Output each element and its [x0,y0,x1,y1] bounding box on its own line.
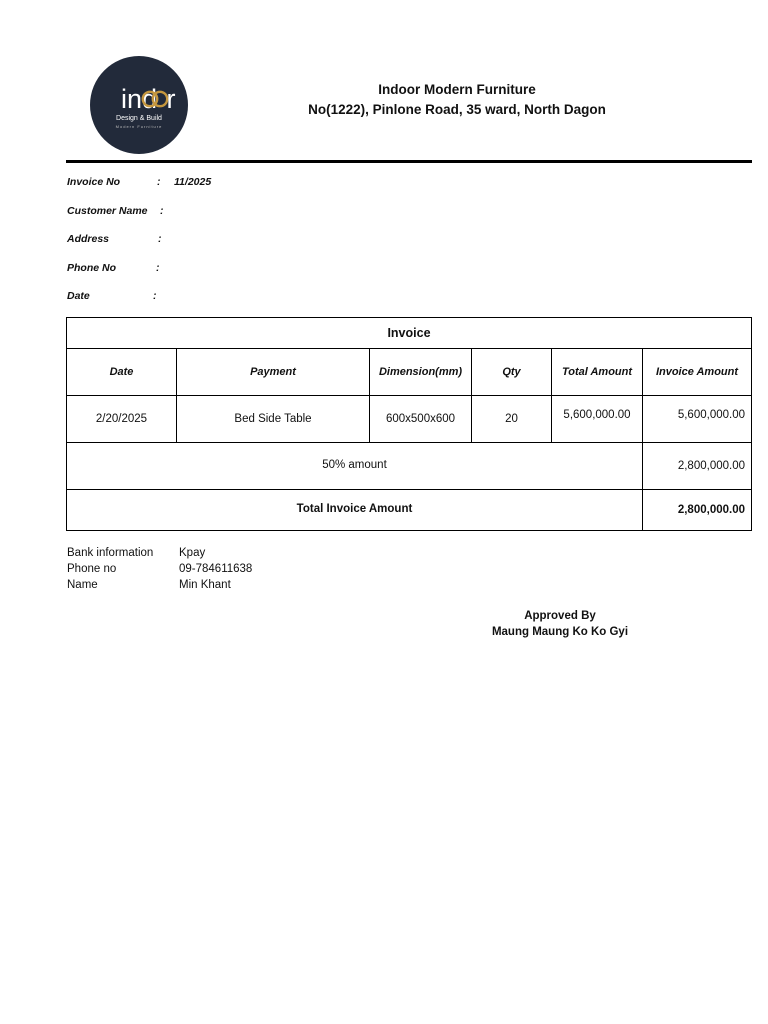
bank-phone-label: Phone no [67,563,117,575]
row-payment: Bed Side Table [176,395,370,443]
customer-name-label: Customer Name [67,205,148,217]
address-colon: : [158,233,162,245]
row-total-amount: 5,600,000.00 [551,395,643,443]
col-header-dimension: Dimension(mm) [369,348,472,396]
partial-amount-value: 2,800,000.00 [642,442,752,490]
row-date: 2/20/2025 [66,395,177,443]
company-logo [90,56,188,154]
col-header-payment: Payment [176,348,370,396]
bank-phone-value: 09-784611638 [179,563,253,575]
col-header-total-amount: Total Amount [551,348,643,396]
col-header-invoice-amount: Invoice Amount [642,348,752,396]
invoice-no-value: 11/2025 [174,176,212,188]
svg-text:Design & Build: Design & Build [116,115,162,122]
partial-amount-label: 50% amount [66,442,643,490]
bank-name-value: Min Khant [179,579,231,591]
svg-text:Modern Furniture: Modern Furniture [115,124,163,129]
row-qty: 20 [471,395,552,443]
col-header-date: Date [66,348,177,396]
approved-by-label: Approved By [524,610,596,622]
invoice-no-label: Invoice No [67,176,121,188]
approver-name: Maung Maung Ko Ko Gyi [491,626,629,638]
phone-no-label: Phone No [67,262,116,274]
invoice-table-title: Invoice [66,317,752,349]
phone-no-colon: : [156,262,160,274]
date-label: Date [67,290,90,302]
svg-text:ind: ind [120,84,158,114]
header-divider [66,160,752,163]
total-invoice-value: 2,800,000.00 [642,489,752,531]
bank-info-value: Kpay [179,547,206,559]
company-name: Indoor Modern Furniture [378,82,536,97]
address-label: Address [67,233,110,245]
col-header-qty: Qty [471,348,552,396]
row-dimension: 600x500x600 [369,395,472,443]
company-address: No(1222), Pinlone Road, 35 ward, North Dagon [308,102,606,117]
bank-info-label: Bank information [67,547,154,559]
invoice-no-colon: : [157,176,161,188]
customer-name-colon: : [160,205,164,217]
date-colon: : [153,290,157,302]
bank-name-label: Name [67,579,98,591]
row-invoice-amount: 5,600,000.00 [642,395,752,443]
total-invoice-label: Total Invoice Amount [66,489,643,531]
svg-text:r: r [166,84,176,114]
